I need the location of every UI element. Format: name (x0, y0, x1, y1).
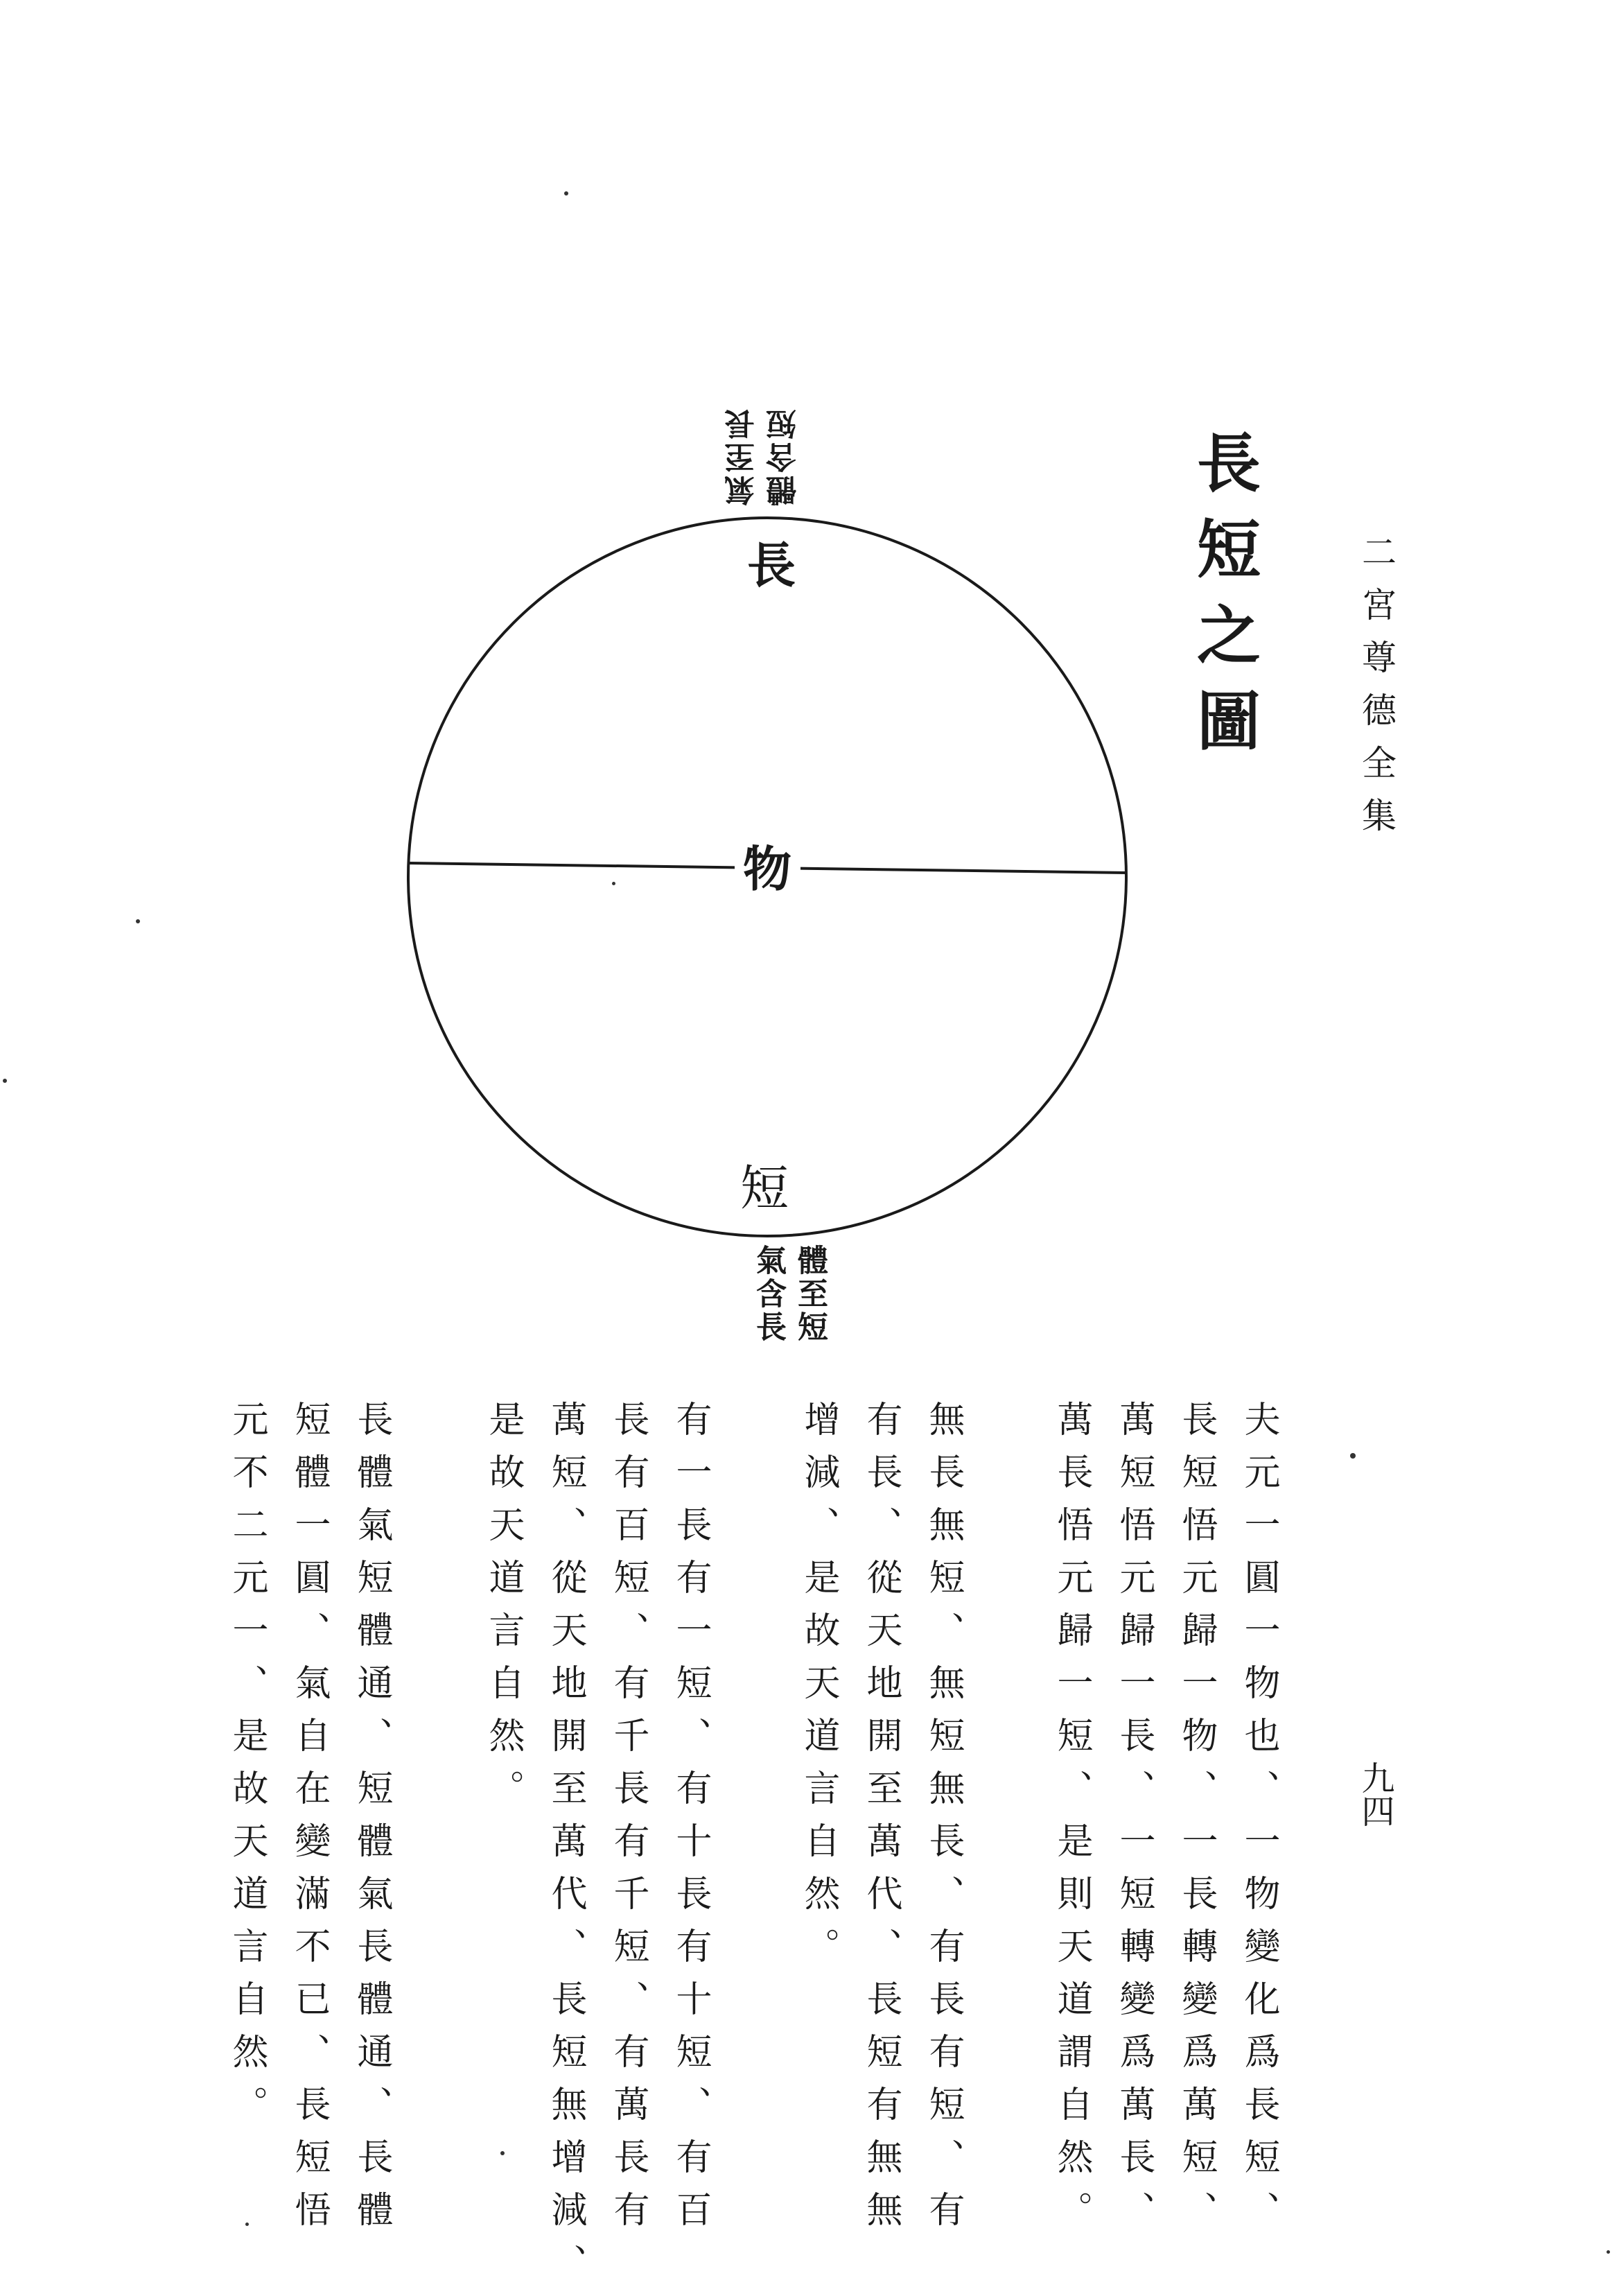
scan-speck (500, 2151, 505, 2155)
paragraph-1-line-2: 長短悟元歸一物、一長轉變爲萬短、 (1175, 1400, 1217, 2243)
scan-speck (3, 1079, 7, 1083)
paragraph-1-line-1: 夫元一圓一物也、一物變化爲長短、 (1238, 1400, 1279, 2243)
scan-speck (245, 2223, 249, 2226)
paragraph-3-line-4: 是故天道言自然。 (482, 1400, 524, 1822)
paragraph-2-line-3: 增減、是故天道言自然。 (798, 1400, 839, 1980)
top-note-line: 氣至長 (725, 406, 760, 506)
paragraph-4-line-3: 元不二元一、是故天道言自然。 (226, 1400, 268, 2138)
paragraph-3-line-1: 有一長有一短、有十長有十短、有百 (670, 1400, 711, 2243)
center-label: 物 (743, 840, 791, 898)
paragraph-3-line-3: 萬短、從天地開至萬代、長短無增減、 (545, 1400, 586, 2296)
paragraph-2-line-1: 無長無短、無短無長、有長有短、有 (922, 1400, 964, 2243)
paragraph-3-line-2: 長有百短、有千長有千短、有萬長有 (607, 1400, 649, 2243)
scan-speck (612, 882, 615, 885)
paragraph-1-line-3: 萬短悟元歸一長、一短轉變爲萬長、 (1113, 1400, 1155, 2243)
page-number: 九四 (1356, 1761, 1394, 1827)
paragraph-1-line-4: 萬長悟元歸一短、是則天道謂自然。 (1051, 1400, 1092, 2243)
scan-speck (564, 191, 568, 195)
top-note-line: 體含短 (767, 406, 802, 506)
scan-speck (1607, 2250, 1610, 2254)
bottom-note-line: 氣含長 (751, 1244, 786, 1344)
bottom-label: 短 (740, 1160, 789, 1217)
book-title: 二宮尊德全集 (1356, 534, 1397, 850)
scan-speck (136, 919, 140, 923)
paragraph-4-line-1: 長體氣短體通、短體氣長體通、長體 (351, 1400, 392, 2243)
diagram-title: 長短之圖 (1187, 430, 1261, 774)
top-label: 長 (747, 537, 796, 594)
scan-speck (1350, 1453, 1356, 1459)
bottom-note (728, 1244, 828, 1376)
paragraph-2-line-2: 有長、從天地開至萬代、長短有無無 (860, 1400, 902, 2243)
paragraph-4-line-2: 短體一圓、氣自在變滿不已、長短悟 (288, 1400, 330, 2243)
bottom-note-line: 體至短 (792, 1244, 828, 1344)
